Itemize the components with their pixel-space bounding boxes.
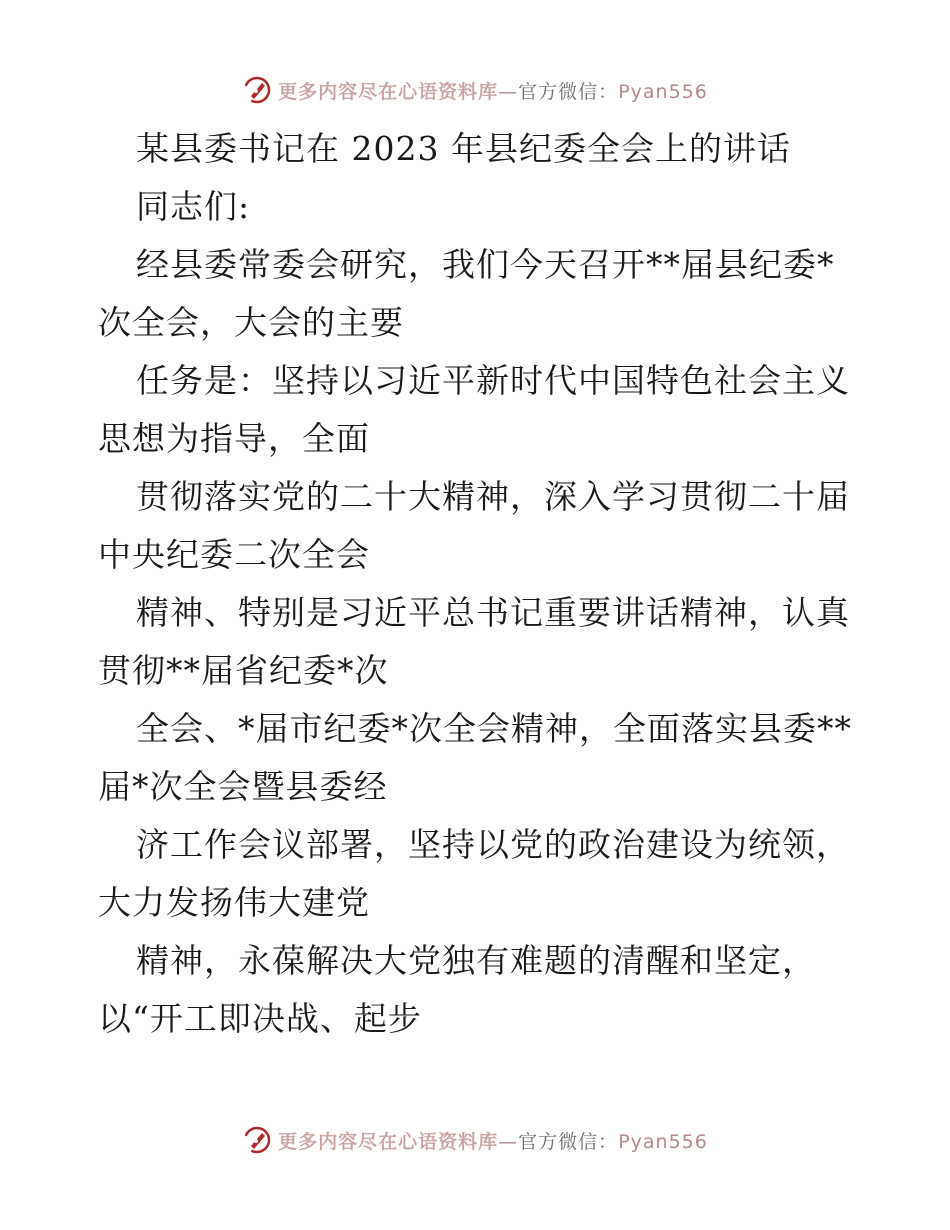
text-line: 贯彻落实党的二十大精神，深入学习贯彻二十届 bbox=[136, 477, 850, 516]
watermark-brand: 更多内容尽在心语资料库 bbox=[278, 1130, 499, 1153]
text-line: 次全会，大会的主要 bbox=[98, 303, 404, 342]
watermark-group bbox=[242, 1125, 708, 1155]
text-line: 任务是：坚持以习近平新时代中国特色社会主义 bbox=[136, 361, 850, 400]
text-line: 中央纪委二次全会 bbox=[98, 535, 370, 574]
text-line: 思想为指导，全面 bbox=[98, 419, 370, 458]
text-line: 济工作会议部署，坚持以党的政治建设为统领， bbox=[136, 825, 850, 864]
text-line: 精神、特别是习近平总书记重要讲话精神，认真 bbox=[136, 593, 850, 632]
watermark-official-label: 官方微信： bbox=[518, 80, 619, 103]
watermark-text bbox=[278, 77, 708, 104]
text-line: 以“开工即决战、起步 bbox=[98, 999, 422, 1038]
watermark-official-label: 官方微信： bbox=[518, 1130, 619, 1153]
watermark-wechat-id: Pyan556 bbox=[618, 1130, 708, 1153]
text-line: 全会、*届市纪委*次全会精神，全面落实县委** bbox=[136, 709, 852, 748]
text-line: 经县委常委会研究，我们今天召开**届县纪委* bbox=[136, 245, 835, 284]
watermark-group bbox=[242, 75, 708, 105]
text-line: 贯彻**届省纪委*次 bbox=[98, 651, 389, 690]
watermark-brand: 更多内容尽在心语资料库 bbox=[278, 80, 499, 103]
watermark-wechat-id: Pyan556 bbox=[618, 80, 708, 103]
document-title: 某县委书记在 2023 年县纪委全会上的讲话 bbox=[136, 129, 791, 168]
pen-logo-icon bbox=[242, 1125, 272, 1155]
salutation: 同志们: bbox=[136, 187, 251, 226]
document-body bbox=[98, 120, 858, 1048]
watermark-text bbox=[278, 1127, 708, 1154]
watermark-dash: — bbox=[498, 80, 519, 103]
watermark-dash: — bbox=[498, 1130, 519, 1153]
text-line: 届*次全会暨县委经 bbox=[98, 767, 388, 806]
text-line: 精神，永葆解决大党独有难题的清醒和坚定， bbox=[136, 941, 816, 980]
text-line: 大力发扬伟大建党 bbox=[98, 883, 370, 922]
pen-logo-icon bbox=[242, 75, 272, 105]
header-watermark bbox=[0, 70, 950, 110]
footer-watermark bbox=[0, 1120, 950, 1160]
